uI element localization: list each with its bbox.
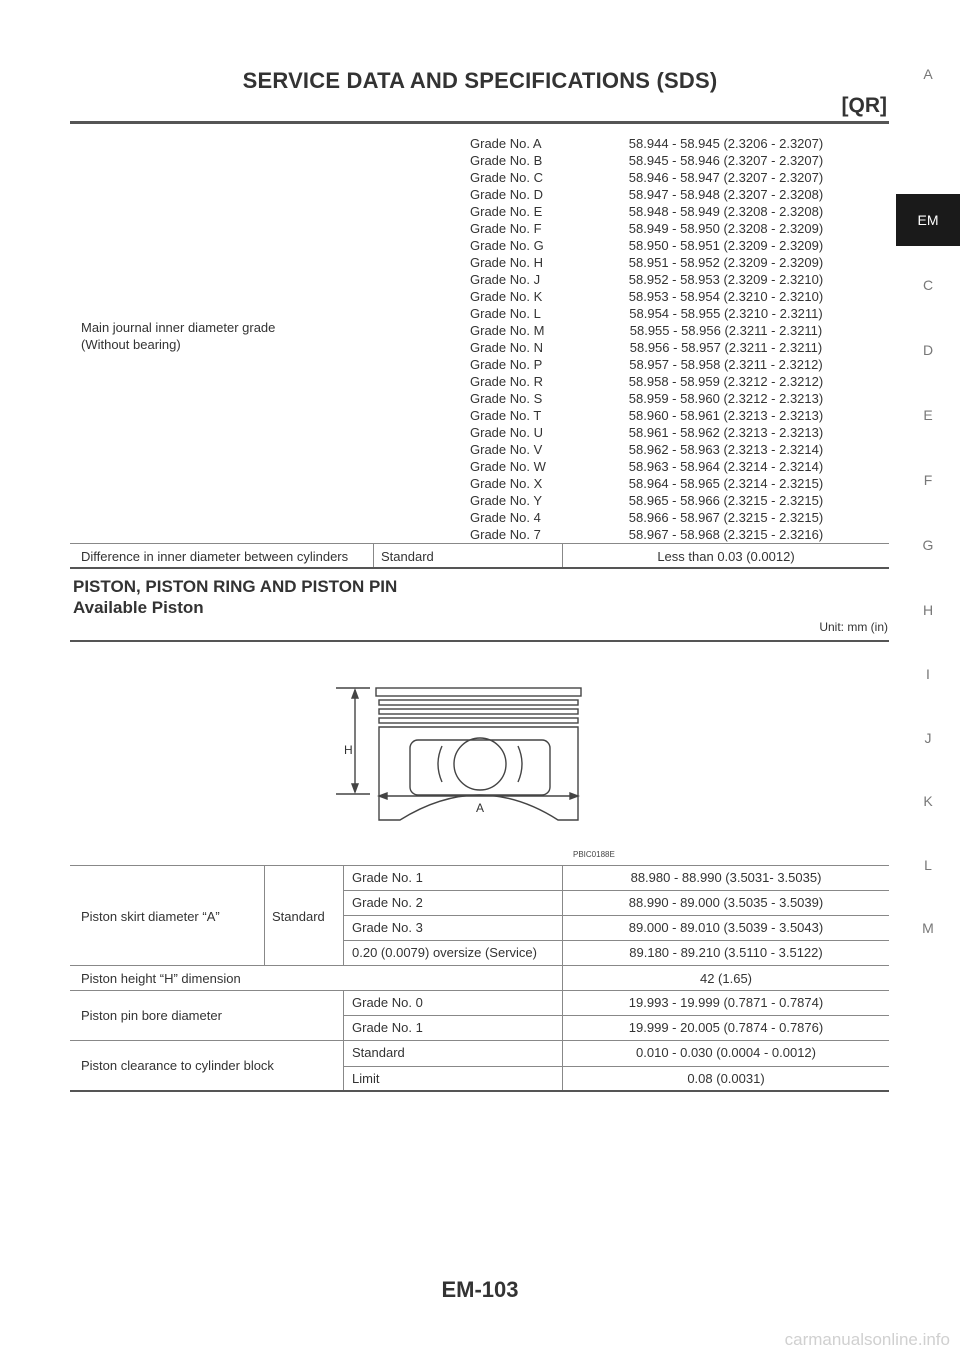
row-grade: Grade No. 1 [352, 870, 423, 885]
column-divider [264, 865, 265, 965]
row-grade: Grade No. 0 [352, 995, 423, 1010]
tab-c[interactable]: C [922, 277, 934, 293]
grade-label: Grade No. D [470, 187, 543, 202]
height-item: Piston height “H” dimension [81, 971, 241, 986]
grade-label: Grade No. X [470, 476, 543, 491]
grade-label: Grade No. C [470, 170, 543, 185]
grade-label: Grade No. U [470, 425, 543, 440]
grade-value: 58.961 - 58.962 (2.3213 - 2.3213) [628, 425, 824, 440]
row-divider [343, 890, 889, 891]
grade-value-list [563, 135, 889, 543]
engine-code: [QR] [841, 94, 887, 117]
grade-label: Grade No. V [470, 442, 543, 457]
grade-label: Grade No. 4 [470, 510, 541, 525]
grade-value: 58.957 - 58.958 (2.3211 - 2.3212) [629, 357, 823, 372]
section-heading: PISTON, PISTON RING AND PISTON PIN [73, 577, 398, 596]
grade-label: Grade No. L [470, 306, 541, 321]
pin-bore-item: Piston pin bore diameter [81, 1008, 222, 1023]
label-a: A [476, 801, 485, 815]
column-divider [373, 543, 374, 568]
grade-label: Grade No. M [470, 323, 545, 338]
unit-note: Unit: mm (in) [819, 620, 888, 634]
tab-d[interactable]: D [922, 342, 934, 358]
grade-value: 58.954 - 58.955 (2.3210 - 2.3211) [629, 306, 823, 321]
grade-value: 58.967 - 58.968 (2.3215 - 2.3216) [628, 527, 824, 542]
section-rule [70, 640, 889, 642]
grade-label: Grade No. H [470, 255, 543, 270]
difference-condition: Standard [381, 549, 434, 564]
grade-label: Grade No. K [470, 289, 543, 304]
tab-g[interactable]: G [922, 537, 934, 553]
grade-value: 58.960 - 58.961 (2.3213 - 2.3213) [628, 408, 824, 423]
grade-value: 58.947 - 58.948 (2.3207 - 2.3208) [628, 187, 824, 202]
grade-list [470, 135, 546, 543]
difference-value: Less than 0.03 (0.0012) [657, 549, 795, 564]
grade-label: Grade No. P [470, 357, 543, 372]
row-divider [343, 1015, 889, 1016]
row-divider [70, 965, 889, 966]
tab-m[interactable]: M [922, 920, 934, 936]
grade-label: Grade No. B [470, 153, 543, 168]
row-value: 0.08 (0.0031) [687, 1071, 765, 1086]
watermark: carmanualsonline.info [784, 1330, 950, 1349]
grade-value: 58.965 - 58.966 (2.3215 - 2.3215) [628, 493, 824, 508]
grade-label: Grade No. W [470, 459, 546, 474]
row-value: 88.980 - 88.990 (3.5031- 3.5035) [630, 870, 822, 885]
grade-value: 58.951 - 58.952 (2.3209 - 2.3209) [628, 255, 824, 270]
grade-label: Grade No. G [470, 238, 544, 253]
grade-label: Grade No. E [470, 204, 543, 219]
grade-value: 58.944 - 58.945 (2.3206 - 2.3207) [628, 136, 824, 151]
row-value: 89.000 - 89.010 (3.5039 - 3.5043) [628, 920, 824, 935]
tab-l[interactable]: L [924, 857, 932, 873]
journal-item-label: Main journal inner diameter grade [81, 320, 276, 335]
grade-label: Grade No. A [470, 136, 542, 151]
table-bottom-rule [70, 1090, 889, 1092]
row-value: 19.993 - 19.999 (0.7871 - 0.7874) [628, 995, 824, 1010]
difference-item: Difference in inner diameter between cylinders [81, 549, 349, 564]
grade-label: Grade No. T [470, 408, 542, 423]
table-bottom-rule [70, 567, 889, 569]
sub-heading: Available Piston [73, 598, 204, 617]
page-title: SERVICE DATA AND SPECIFICATIONS (SDS) [242, 68, 718, 93]
tab-em[interactable]: EM [896, 194, 960, 246]
grade-label: Grade No. S [470, 391, 543, 406]
grade-value: 58.946 - 58.947 (2.3207 - 2.3207) [628, 170, 824, 185]
label-h: H [344, 743, 353, 757]
row-value: 0.010 - 0.030 (0.0004 - 0.0012) [636, 1045, 816, 1060]
grade-value: 58.952 - 58.953 (2.3209 - 2.3210) [628, 272, 824, 287]
grade-label: Grade No. 7 [470, 527, 541, 542]
row-divider [343, 940, 889, 941]
row-divider [70, 1040, 889, 1041]
figure-code: PBIC0188E [573, 850, 615, 859]
tab-a[interactable]: A [923, 66, 933, 82]
grade-value: 58.950 - 58.951 (2.3209 - 2.3209) [628, 238, 824, 253]
grade-value: 58.963 - 58.964 (2.3214 - 2.3214) [628, 459, 824, 474]
row-grade: Grade No. 3 [352, 920, 423, 935]
row-grade: Grade No. 1 [352, 1020, 423, 1035]
tab-f[interactable]: F [923, 472, 933, 488]
row-grade: Grade No. 2 [352, 895, 423, 910]
grade-value: 58.945 - 58.946 (2.3207 - 2.3207) [628, 153, 824, 168]
tab-h[interactable]: H [922, 602, 934, 618]
row-divider [70, 990, 889, 991]
grade-value: 58.953 - 58.954 (2.3210 - 2.3210) [628, 289, 824, 304]
grade-label: Grade No. N [470, 340, 543, 355]
row-grade: Limit [352, 1071, 380, 1086]
grade-label: Grade No. F [470, 221, 542, 236]
table-top-rule [70, 865, 889, 866]
skirt-condition: Standard [272, 909, 325, 924]
header-rule [70, 121, 889, 124]
row-divider [343, 915, 889, 916]
grade-value: 58.948 - 58.949 (2.3208 - 2.3208) [628, 204, 824, 219]
grade-value: 58.966 - 58.967 (2.3215 - 2.3215) [628, 510, 824, 525]
page-number: EM-103 [441, 1277, 519, 1302]
grade-label: Grade No. R [470, 374, 543, 389]
tab-i[interactable]: I [926, 666, 930, 682]
row-value: 19.999 - 20.005 (0.7874 - 0.7876) [628, 1020, 824, 1035]
grade-value: 58.962 - 58.963 (2.3213 - 2.3214) [628, 442, 824, 457]
grade-value: 58.959 - 58.960 (2.3212 - 2.3213) [628, 391, 824, 406]
grade-value: 58.949 - 58.950 (2.3208 - 2.3209) [628, 221, 824, 236]
tab-k[interactable]: K [923, 793, 933, 809]
tab-j[interactable]: J [924, 730, 932, 746]
clearance-item: Piston clearance to cylinder block [81, 1058, 274, 1073]
grade-value: 58.964 - 58.965 (2.3214 - 2.3215) [628, 476, 824, 491]
grade-value: 58.955 - 58.956 (2.3211 - 2.3211) [629, 323, 823, 338]
row-value: 88.990 - 89.000 (3.5035 - 3.5039) [628, 895, 824, 910]
grade-label: Grade No. J [470, 272, 541, 287]
row-divider [343, 1066, 889, 1067]
height-value: 42 (1.65) [699, 971, 753, 986]
tab-e[interactable]: E [923, 407, 933, 423]
row-value: 89.180 - 89.210 (3.5110 - 3.5122) [629, 945, 823, 960]
row-divider [70, 543, 889, 544]
row-grade: 0.20 (0.0079) oversize (Service) [352, 945, 537, 960]
piston-diagram [330, 680, 600, 830]
journal-item-label-2: (Without bearing) [81, 337, 181, 352]
grade-value: 58.958 - 58.959 (2.3212 - 2.3212) [628, 374, 824, 389]
grade-value: 58.956 - 58.957 (2.3211 - 2.3211) [629, 340, 823, 355]
skirt-item: Piston skirt diameter “A” [81, 909, 220, 924]
row-grade: Standard [352, 1045, 405, 1060]
grade-label: Grade No. Y [470, 493, 543, 508]
